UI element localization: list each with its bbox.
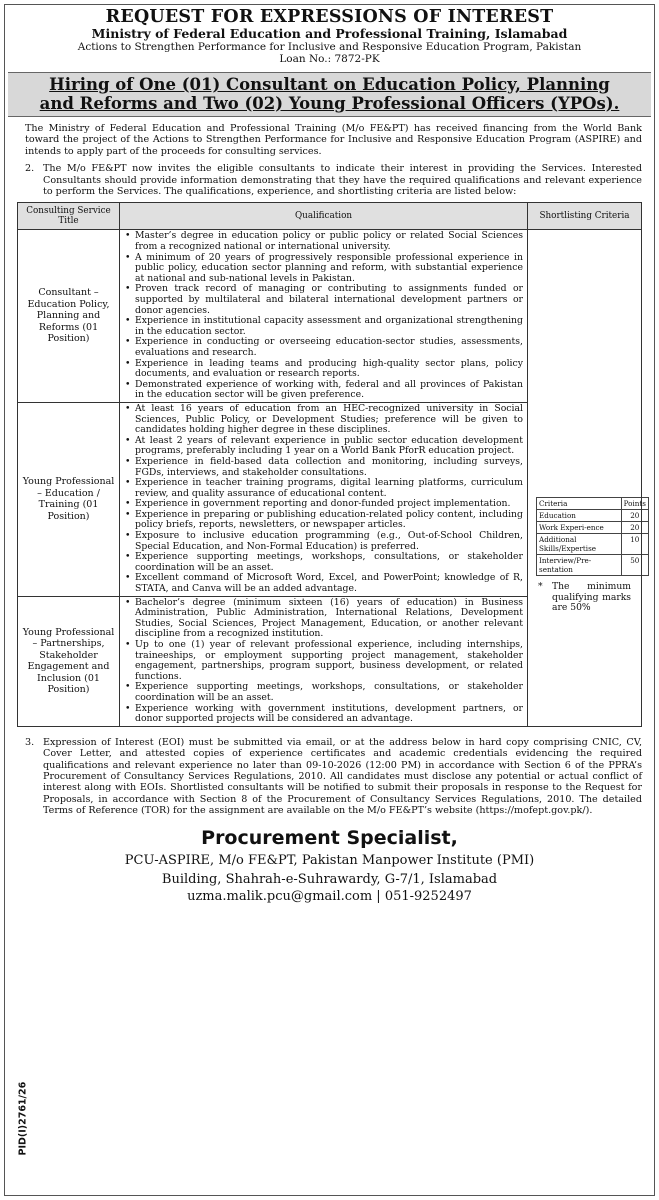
paragraph-3 <box>25 737 642 817</box>
hiring-banner <box>8 72 651 117</box>
qualification-list <box>120 402 528 596</box>
list-item: • Excellent command of Microsoft Word, Excel, and PowerPoint; knowledge of R, STATA, and Canva will be an added advantage. <box>135 573 523 594</box>
table-row <box>18 230 642 403</box>
list-item: • Experience in teacher training programs, digital learning platforms, curriculum review, and quality assurance of educational content. <box>135 478 523 499</box>
list-item: • Experience in preparing or publishing education-related policy content, including policy briefs, reports, newsletters, or newspaper articles. <box>135 510 523 531</box>
list-item: • Proven track record of managing or contributing to assignments funded or supported by multilateral and bilateral international development partners or donor agencies. <box>135 284 523 316</box>
header-qualification: Qualification <box>120 203 528 230</box>
paragraph-1: The Ministry of Federal Education and Professional Training (M/o FE&PT) has received financing from the World Bank toward the project of the Actions to Strengthen Performance for Inclusive and Responsive Education Program (ASPIRE) and intends to apply part of the proceeds for consulting services. <box>25 123 642 157</box>
header-service-title: Consulting Service Title <box>18 203 120 230</box>
service-title: Young Professional – Education / Training (01 Position) <box>18 402 120 596</box>
service-title: Consultant – Education Policy, Planning and Reforms (01 Position) <box>18 230 120 403</box>
pid-number: PID(I)2761/26 <box>17 1081 29 1156</box>
office-address: Building, Shahrah-e-Suhrawardy, G-7/1, Islamabad <box>161 871 498 887</box>
points-row <box>537 522 649 534</box>
list-item: • Experience supporting meetings, workshops, consultations, or stakeholder coordination will be an asset. <box>135 682 523 703</box>
points-row <box>537 555 649 576</box>
note-marker: * <box>538 581 543 593</box>
points-row <box>537 534 649 555</box>
points-header-points: Points <box>621 498 648 510</box>
list-item: • Experience in leading teams and producing high-quality sector plans, policy documents, and evaluation or research reports. <box>135 359 523 380</box>
criteria-name: Education <box>537 510 622 522</box>
contact-footer <box>5 827 654 905</box>
list-item: • Experience in institutional capacity assessment and organizational strengthening in the education sector. <box>135 316 523 337</box>
list-item: • Experience supporting meetings, workshops, consultations, or stakeholder coordination will be an asset. <box>135 552 523 573</box>
list-item: • A minimum of 20 years of progressively responsible professional experience in public policy, education sector planning and reform, with substantial experience at national and sub-national levels in Pakistan. <box>135 253 523 285</box>
loan-number: Loan No.: 7872-PK <box>279 53 380 65</box>
paragraph-text: Expression of Interest (EOI) must be submitted via email, or at the address below in hard copy comprising CNIC, CV, Cover Letter, and attested copies of experience certificates and academic credentials evidencing the required qualifications and relevant experience no later than 09-10-2026 (12:00 PM) in accordance with Section 6 of the PPRA’s Procurement of Consultancy Services Regulations, 2010. All candidates must disclose any potential or actual conflict of interest along with EOIs. Shortlisted consultants will be notified to submit their proposals in response to the Request for Proposals, in accordance with Section 8 of the Procurement of Consultancy Services Regulations, 2010. The detailed Terms of Reference (TOR) for the assignment are available on the M/o FE&PT’s website (https://mofept.gov.pk/). <box>43 736 642 817</box>
paragraph-text: The M/o FE&PT now invites the eligible consultants to indicate their interest in providing the Services. Interested Consultants should provide information demonstrating that they have the required qualifications and relevant experience to perform the Services. The qualifications, experience, and shortlisting criteria are listed below: <box>43 163 642 198</box>
eoi-title: REQUEST FOR EXPRESSIONS OF INTEREST <box>105 7 554 27</box>
qualification-list <box>120 230 528 403</box>
banner-line-1: Hiring of One (01) Consultant on Education Policy, Planning <box>49 75 610 94</box>
qualification-table <box>17 202 646 726</box>
paragraph-number: 2. <box>25 163 35 175</box>
list-item: • Up to one (1) year of relevant professional experience, including internships, traineeships, or employment supporting project management, stakeholder engagement, partnerships, program support, business development, or related functions. <box>135 640 523 682</box>
criteria-points: 10 <box>621 534 648 555</box>
paragraph-number: 3. <box>25 736 35 748</box>
criteria-points: 20 <box>621 510 648 522</box>
paragraph-2 <box>25 163 642 197</box>
criteria-name: Work Experi-ence <box>537 522 622 534</box>
advertisement-page <box>4 4 655 1196</box>
list-item: • Experience working with government institutions, development partners, or donor supported projects will be considered an advantage. <box>135 704 523 725</box>
banner-line-2: and Reforms and Two (02) Young Professional Officers (YPOs). <box>39 94 620 113</box>
service-title: Young Professional – Partnerships, Stakeholder Engagement and Inclusion (01 Position) <box>18 596 120 726</box>
shortlisting-criteria-cell <box>528 230 646 726</box>
contact-info: uzma.malik.pcu@gmail.com | 051-9252497 <box>187 888 472 904</box>
list-item: • Experience in government reporting and donor-funded project implementation. <box>135 499 523 510</box>
minimum-marks-text: The minimum qualifying marks are 50% <box>552 581 631 614</box>
list-item: • Experience in conducting or overseeing education-sector studies, assessments, evaluations and research. <box>135 337 523 358</box>
office-name: PCU-ASPIRE, M/o FE&PT, Pakistan Manpower Institute (PMI) <box>124 852 535 868</box>
minimum-marks-note <box>538 582 631 614</box>
criteria-name: Interview/Pre-sentation <box>537 555 622 576</box>
points-row <box>537 510 649 522</box>
table-header-row <box>18 203 642 230</box>
qualification-list <box>120 596 528 726</box>
list-item: • Master’s degree in education policy or public policy or related Social Sciences from a recognized national or international university. <box>135 231 523 252</box>
header <box>5 8 654 66</box>
criteria-name: Additional Skills/Expertise <box>537 534 622 555</box>
criteria-points: 50 <box>621 555 648 576</box>
header-shortlisting-criteria: Shortlisting Criteria <box>528 203 642 230</box>
list-item: • At least 16 years of education from an HEC-recognized university in Social Sciences, Public Policy, or Development Studies; preference will be given to candidates holding higher degree in these disciplines. <box>135 404 523 436</box>
program-name: Actions to Strengthen Performance for Inclusive and Responsive Education Program, Pakistan <box>77 41 582 53</box>
criteria-points: 20 <box>621 522 648 534</box>
ministry-name: Ministry of Federal Education and Professional Training, Islamabad <box>91 26 568 41</box>
points-header-criteria: Criteria <box>537 498 622 510</box>
designation: Procurement Specialist, <box>201 826 458 849</box>
list-item: • Experience in field-based data collection and monitoring, including surveys, FGDs, interviews, and stakeholder consultations. <box>135 457 523 478</box>
list-item: • Exposure to inclusive education programming (e.g., Out-of-School Children, Special Education, and Non-Formal Education) is preferred. <box>135 531 523 552</box>
points-table <box>536 497 649 576</box>
list-item: • Bachelor’s degree (minimum sixteen (16) years of education) in Business Administration, Public Administration, International Relations, Development Studies, Social Sciences, Project Management, Education, or another relevant discipline from a recognized institution. <box>135 598 523 640</box>
list-item: • Demonstrated experience of working with, federal and all provinces of Pakistan in the education sector will be given preference. <box>135 380 523 401</box>
list-item: • At least 2 years of relevant experience in public sector education development programs, preferably including 1 year on a World Bank PforR education project. <box>135 436 523 457</box>
